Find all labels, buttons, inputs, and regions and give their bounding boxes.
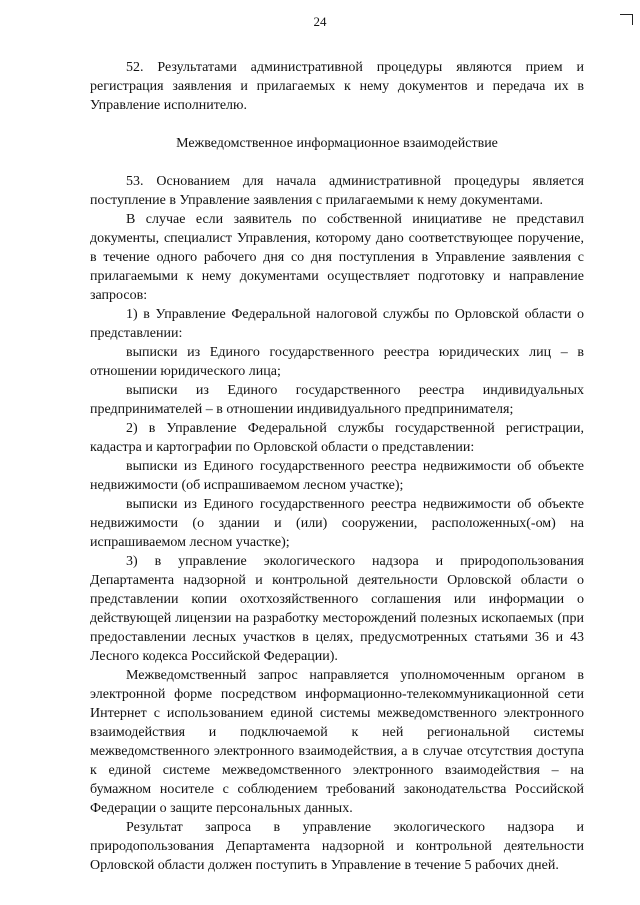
list-item-1: 1) в Управление Федеральной налоговой службы по Орловской области о представлении:: [90, 307, 584, 341]
paragraph-result: Результат запроса в управление экологического надзора и природопользования Департамента надзорной и контрольной деятельности Орловской области должен поступить в Управление в течение 5 рабочих дней.: [90, 820, 584, 873]
paragraph-case: В случае если заявитель по собственной инициативе не представил документы, специалист Управления, которому дано соответствующее поручение, в течение одного рабочего дня со дня поступления в Управление заявления с прилагаемыми к нему документами осуществляет подготовку и направление запросов:: [90, 212, 584, 303]
page-number: 24: [313, 14, 327, 29]
list-item-1a: выписки из Единого государственного реестра юридических лиц – в отношении юридического лица;: [90, 345, 584, 379]
list-item-2: 2) в Управление Федеральной службы государственной регистрации, кадастра и картографии по Орловской области о представлении:: [90, 421, 584, 455]
corner-mark: [620, 14, 633, 25]
paragraph-52: 52. Результатами административной процедуры являются прием и регистрация заявления и прилагаемых к нему документов и передача их в Управление исполнителю.: [90, 60, 584, 113]
document-body: [90, 58, 584, 875]
paragraph-request: Межведомственный запрос направляется уполномоченным органом в электронной форме посредством информационно-телекоммуникационной сети Интернет с использованием единой системы межведомственного электронного взаимодействия и подключаемой к ней региональной системы межведомственного электронного взаимодействия, а в случае отсутствия доступа к единой системе межведомственного электронного взаимодействия – на бумажном носителе с соблюдением требований законодательства Российской Федерации о защите персональных данных.: [90, 668, 584, 816]
list-item-3: 3) в управление экологического надзора и природопользования Департамента надзорной и контрольной деятельности Орловской области о представлении копии охотхозяйственного соглашения или информации о действующей лицензии на разработку месторождений полезных ископаемых (при предоставлении лесных участков в целях, предусмотренных статьями 36 и 43 Лесного кодекса Российской Федерации).: [90, 554, 584, 664]
paragraph-53: 53. Основанием для начала административной процедуры является поступление в Управление заявления с прилагаемыми к нему документами.: [90, 174, 584, 208]
list-item-2b: выписки из Единого государственного реестра недвижимости об объекте недвижимости (о здании и (или) сооружении, расположенных(-ом) на испрашиваемом лесном участке);: [90, 497, 584, 550]
section-heading: Межведомственное информационное взаимодействие: [176, 136, 498, 151]
list-item-1b: выписки из Единого государственного реестра индивидуальных предпринимателей – в отношении индивидуального предпринимателя;: [90, 383, 584, 417]
list-item-2a: выписки из Единого государственного реестра недвижимости об объекте недвижимости (об испрашиваемом лесном участке);: [90, 459, 584, 493]
